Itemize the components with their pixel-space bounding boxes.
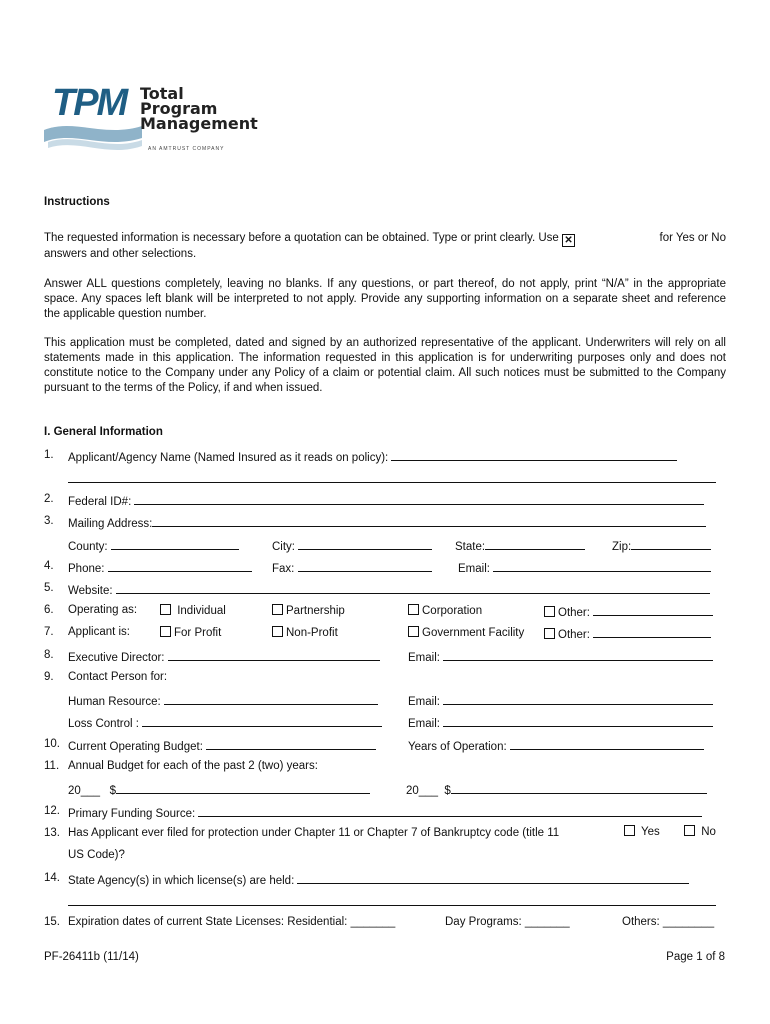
checked-box-icon: ✕ <box>562 234 575 247</box>
website-field[interactable] <box>116 582 710 594</box>
applicant-name-field-line2[interactable] <box>68 471 716 483</box>
bankruptcy-yes-checkbox[interactable]: Yes <box>624 825 660 838</box>
applicant-non-profit-checkbox[interactable]: Non-Profit <box>272 626 338 639</box>
operating-as-corporation-checkbox[interactable]: Corporation <box>408 604 482 617</box>
applicant-name-field[interactable] <box>391 449 677 461</box>
applicant-other-field[interactable] <box>593 626 711 638</box>
logo-mark: TPM <box>52 82 127 124</box>
annual-budget-year1-field[interactable] <box>116 782 370 794</box>
email-field[interactable] <box>493 560 711 572</box>
executive-director-field[interactable] <box>168 649 380 661</box>
executive-director-email-field[interactable] <box>443 649 713 661</box>
others-expiration-field[interactable]: ________ <box>662 916 715 928</box>
q2-federal-id: Federal ID#: <box>68 493 704 508</box>
instructions-heading: Instructions <box>44 196 110 208</box>
county-field[interactable] <box>111 538 239 550</box>
logo-tagline: AN AMTRUST COMPANY <box>148 146 225 152</box>
section-general-information-heading: I. General Information <box>44 426 163 438</box>
fax-field[interactable] <box>298 560 432 572</box>
applicant-other-checkbox[interactable]: Other: <box>544 626 711 641</box>
form-id: PF-26411b (11/14) <box>44 951 139 963</box>
zip-field[interactable] <box>631 538 711 550</box>
primary-funding-source-field[interactable] <box>198 805 702 817</box>
instructions-paragraph-3: This application must be completed, dated and signed by an authorized representative of the applicant. Underwriters will rely on all statements made in this application. The information requested in this application is for underwriting purposes only and does not constitute notice to the Company under any Policy of a claim or potential claim. All such notices must be submitted to the Company pursuant to the terms of the Policy, if and when issued. <box>44 337 726 394</box>
mailing-address-field[interactable] <box>152 515 706 527</box>
operating-as-individual-checkbox[interactable]: Individual <box>160 604 226 617</box>
company-logo <box>44 78 274 160</box>
federal-id-field[interactable] <box>134 493 704 505</box>
day-programs-expiration-field[interactable]: _______ <box>524 916 570 928</box>
operating-as-partnership-checkbox[interactable]: Partnership <box>272 604 345 617</box>
annual-budget-year2-field[interactable] <box>451 782 707 794</box>
logo-wordmark: Total Program Management <box>140 84 258 133</box>
state-agency-licenses-field-line2[interactable] <box>68 894 716 906</box>
bankruptcy-no-checkbox[interactable]: No <box>684 825 716 838</box>
phone-field[interactable] <box>108 560 252 572</box>
operating-as-other-field[interactable] <box>593 604 713 616</box>
operating-as-other-checkbox[interactable]: Other: <box>544 604 713 619</box>
q1-applicant-name: Applicant/Agency Name (Named Insured as it reads on policy): <box>68 449 677 464</box>
human-resource-contact-field[interactable] <box>164 693 378 705</box>
loss-control-contact-field[interactable] <box>142 715 382 727</box>
applicant-for-profit-checkbox[interactable]: For Profit <box>160 626 221 639</box>
instructions-paragraph-1: The requested information is necessary before a quotation can be obtained. Type or print clearly. Use ✕ for Yes or No answers and other selections. <box>44 232 726 260</box>
state-field[interactable] <box>485 538 585 550</box>
state-agency-licenses-field[interactable] <box>297 872 689 884</box>
q3-mailing-address: Mailing Address: <box>68 515 706 530</box>
page-number: Page 1 of 8 <box>666 951 725 963</box>
human-resource-email-field[interactable] <box>443 693 713 705</box>
years-of-operation-field[interactable] <box>510 738 704 750</box>
applicant-government-facility-checkbox[interactable]: Government Facility <box>408 626 524 639</box>
loss-control-email-field[interactable] <box>443 715 713 727</box>
residential-expiration-field[interactable]: _______ <box>350 916 396 928</box>
city-field[interactable] <box>298 538 432 550</box>
current-operating-budget-field[interactable] <box>206 738 376 750</box>
instructions-paragraph-2: Answer ALL questions completely, leaving no blanks. If any questions, or part thereof, do not apply, print “N/A” in the appropriate space. Any spaces left blank will be interpreted to not apply. Provide any supporting information on a separate sheet and reference the applicable question number. <box>44 278 726 320</box>
